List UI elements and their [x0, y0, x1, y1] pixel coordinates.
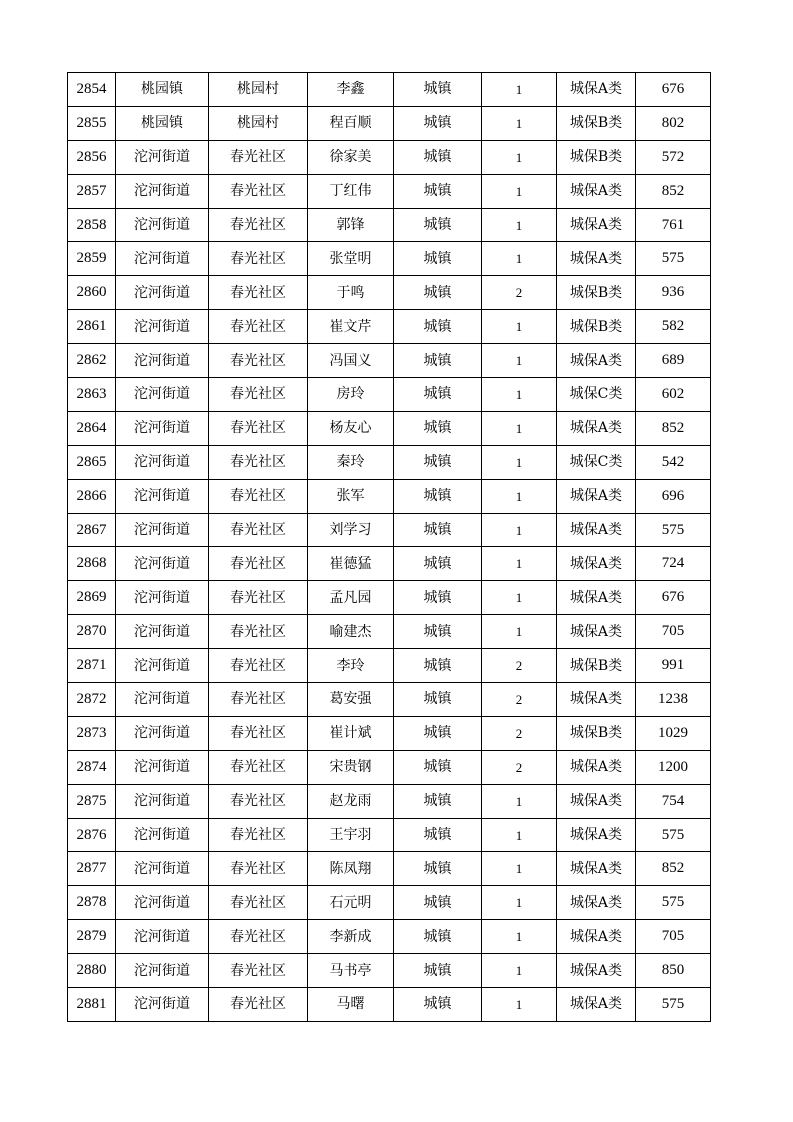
table-row — [68, 344, 711, 378]
amount-cell: 575 — [636, 886, 711, 920]
category-cell: 城保A类 — [557, 581, 636, 615]
household-size-cell: 2 — [482, 683, 557, 717]
category-cell: 城保C类 — [557, 445, 636, 479]
table-row — [68, 276, 711, 310]
amount-cell: 1200 — [636, 750, 711, 784]
amount-cell: 542 — [636, 445, 711, 479]
area-type-cell: 城镇 — [394, 378, 482, 412]
record-number-cell: 2863 — [68, 378, 116, 412]
community-cell: 春光社区 — [209, 547, 308, 581]
table-row — [68, 716, 711, 750]
table-row — [68, 411, 711, 445]
category-cell: 城保A类 — [557, 920, 636, 954]
category-cell: 城保A类 — [557, 615, 636, 649]
name-cell: 于鸣 — [308, 276, 394, 310]
table-row — [68, 310, 711, 344]
community-cell: 春光社区 — [209, 344, 308, 378]
amount-cell: 1238 — [636, 683, 711, 717]
table-row — [68, 649, 711, 683]
name-cell: 石元明 — [308, 886, 394, 920]
name-cell: 房玲 — [308, 378, 394, 412]
community-cell: 春光社区 — [209, 920, 308, 954]
area-type-cell: 城镇 — [394, 445, 482, 479]
name-cell: 郭锋 — [308, 208, 394, 242]
town-cell: 沱河街道 — [116, 750, 209, 784]
area-type-cell: 城镇 — [394, 649, 482, 683]
record-number-cell: 2860 — [68, 276, 116, 310]
record-number-cell: 2876 — [68, 818, 116, 852]
household-size-cell: 1 — [482, 954, 557, 988]
record-number-cell: 2859 — [68, 242, 116, 276]
town-cell: 沱河街道 — [116, 310, 209, 344]
record-number-cell: 2866 — [68, 479, 116, 513]
category-cell: 城保A类 — [557, 852, 636, 886]
household-size-cell: 2 — [482, 716, 557, 750]
category-cell: 城保B类 — [557, 310, 636, 344]
household-size-cell: 2 — [482, 276, 557, 310]
name-cell: 杨友心 — [308, 411, 394, 445]
category-cell: 城保A类 — [557, 344, 636, 378]
name-cell: 刘学习 — [308, 513, 394, 547]
record-number-cell: 2879 — [68, 920, 116, 954]
area-type-cell: 城镇 — [394, 479, 482, 513]
name-cell: 葛安强 — [308, 683, 394, 717]
name-cell: 张堂明 — [308, 242, 394, 276]
town-cell: 沱河街道 — [116, 649, 209, 683]
household-size-cell: 1 — [482, 344, 557, 378]
household-size-cell: 1 — [482, 547, 557, 581]
name-cell: 赵龙雨 — [308, 784, 394, 818]
amount-cell: 705 — [636, 615, 711, 649]
record-number-cell: 2872 — [68, 683, 116, 717]
area-type-cell: 城镇 — [394, 920, 482, 954]
community-cell: 桃园村 — [209, 106, 308, 140]
community-cell: 春光社区 — [209, 378, 308, 412]
household-size-cell: 1 — [482, 818, 557, 852]
amount-cell: 575 — [636, 242, 711, 276]
category-cell: 城保A类 — [557, 750, 636, 784]
area-type-cell: 城镇 — [394, 818, 482, 852]
record-number-cell: 2856 — [68, 140, 116, 174]
area-type-cell: 城镇 — [394, 73, 482, 107]
community-cell: 春光社区 — [209, 988, 308, 1022]
record-number-cell: 2871 — [68, 649, 116, 683]
name-cell: 程百顺 — [308, 106, 394, 140]
category-cell: 城保A类 — [557, 411, 636, 445]
household-size-cell: 1 — [482, 140, 557, 174]
area-type-cell: 城镇 — [394, 411, 482, 445]
category-cell: 城保B类 — [557, 276, 636, 310]
category-cell: 城保A类 — [557, 242, 636, 276]
town-cell: 沱河街道 — [116, 479, 209, 513]
community-cell: 春光社区 — [209, 174, 308, 208]
table-row — [68, 920, 711, 954]
record-number-cell: 2857 — [68, 174, 116, 208]
amount-cell: 850 — [636, 954, 711, 988]
table-row — [68, 954, 711, 988]
category-cell: 城保A类 — [557, 988, 636, 1022]
name-cell: 李鑫 — [308, 73, 394, 107]
amount-cell: 676 — [636, 581, 711, 615]
record-number-cell: 2868 — [68, 547, 116, 581]
household-size-cell: 1 — [482, 445, 557, 479]
area-type-cell: 城镇 — [394, 886, 482, 920]
category-cell: 城保A类 — [557, 683, 636, 717]
amount-cell: 936 — [636, 276, 711, 310]
town-cell: 沱河街道 — [116, 445, 209, 479]
category-cell: 城保B类 — [557, 140, 636, 174]
records-table-body — [68, 73, 711, 1022]
name-cell: 马书亭 — [308, 954, 394, 988]
household-size-cell: 1 — [482, 988, 557, 1022]
area-type-cell: 城镇 — [394, 615, 482, 649]
category-cell: 城保A类 — [557, 174, 636, 208]
household-size-cell: 1 — [482, 479, 557, 513]
name-cell: 喻建杰 — [308, 615, 394, 649]
town-cell: 桃园镇 — [116, 106, 209, 140]
category-cell: 城保C类 — [557, 378, 636, 412]
household-size-cell: 1 — [482, 378, 557, 412]
category-cell: 城保A类 — [557, 784, 636, 818]
amount-cell: 761 — [636, 208, 711, 242]
community-cell: 春光社区 — [209, 818, 308, 852]
amount-cell: 676 — [636, 73, 711, 107]
town-cell: 沱河街道 — [116, 852, 209, 886]
amount-cell: 575 — [636, 818, 711, 852]
name-cell: 冯国义 — [308, 344, 394, 378]
town-cell: 沱河街道 — [116, 513, 209, 547]
community-cell: 春光社区 — [209, 716, 308, 750]
household-size-cell: 1 — [482, 852, 557, 886]
household-size-cell: 1 — [482, 310, 557, 344]
area-type-cell: 城镇 — [394, 106, 482, 140]
town-cell: 沱河街道 — [116, 886, 209, 920]
name-cell: 崔文芹 — [308, 310, 394, 344]
community-cell: 春光社区 — [209, 276, 308, 310]
household-size-cell: 2 — [482, 750, 557, 784]
amount-cell: 802 — [636, 106, 711, 140]
name-cell: 李新成 — [308, 920, 394, 954]
town-cell: 沱河街道 — [116, 920, 209, 954]
community-cell: 桃园村 — [209, 73, 308, 107]
record-number-cell: 2865 — [68, 445, 116, 479]
area-type-cell: 城镇 — [394, 276, 482, 310]
town-cell: 沱河街道 — [116, 615, 209, 649]
household-size-cell: 1 — [482, 174, 557, 208]
town-cell: 沱河街道 — [116, 344, 209, 378]
community-cell: 春光社区 — [209, 445, 308, 479]
record-number-cell: 2864 — [68, 411, 116, 445]
community-cell: 春光社区 — [209, 208, 308, 242]
category-cell: 城保A类 — [557, 208, 636, 242]
amount-cell: 572 — [636, 140, 711, 174]
category-cell: 城保A类 — [557, 547, 636, 581]
name-cell: 张军 — [308, 479, 394, 513]
area-type-cell: 城镇 — [394, 683, 482, 717]
table-row — [68, 208, 711, 242]
household-size-cell: 1 — [482, 615, 557, 649]
community-cell: 春光社区 — [209, 411, 308, 445]
household-size-cell: 1 — [482, 581, 557, 615]
amount-cell: 754 — [636, 784, 711, 818]
name-cell: 崔德猛 — [308, 547, 394, 581]
community-cell: 春光社区 — [209, 479, 308, 513]
town-cell: 沱河街道 — [116, 683, 209, 717]
table-row — [68, 886, 711, 920]
record-number-cell: 2881 — [68, 988, 116, 1022]
record-number-cell: 2875 — [68, 784, 116, 818]
record-number-cell: 2880 — [68, 954, 116, 988]
area-type-cell: 城镇 — [394, 750, 482, 784]
town-cell: 沱河街道 — [116, 581, 209, 615]
table-row — [68, 106, 711, 140]
town-cell: 沱河街道 — [116, 547, 209, 581]
table-row — [68, 378, 711, 412]
name-cell: 马曙 — [308, 988, 394, 1022]
record-number-cell: 2861 — [68, 310, 116, 344]
community-cell: 春光社区 — [209, 784, 308, 818]
town-cell: 沱河街道 — [116, 276, 209, 310]
table-row — [68, 242, 711, 276]
category-cell: 城保A类 — [557, 886, 636, 920]
area-type-cell: 城镇 — [394, 513, 482, 547]
record-number-cell: 2855 — [68, 106, 116, 140]
table-row — [68, 547, 711, 581]
record-number-cell: 2870 — [68, 615, 116, 649]
area-type-cell: 城镇 — [394, 310, 482, 344]
area-type-cell: 城镇 — [394, 547, 482, 581]
town-cell: 沱河街道 — [116, 784, 209, 818]
area-type-cell: 城镇 — [394, 344, 482, 378]
community-cell: 春光社区 — [209, 954, 308, 988]
household-size-cell: 1 — [482, 106, 557, 140]
record-number-cell: 2862 — [68, 344, 116, 378]
town-cell: 桃园镇 — [116, 73, 209, 107]
name-cell: 陈凤翔 — [308, 852, 394, 886]
table-row — [68, 445, 711, 479]
amount-cell: 724 — [636, 547, 711, 581]
town-cell: 沱河街道 — [116, 242, 209, 276]
name-cell: 孟凡园 — [308, 581, 394, 615]
category-cell: 城保B类 — [557, 649, 636, 683]
table-row — [68, 73, 711, 107]
table-row — [68, 750, 711, 784]
town-cell: 沱河街道 — [116, 818, 209, 852]
community-cell: 春光社区 — [209, 310, 308, 344]
area-type-cell: 城镇 — [394, 852, 482, 886]
record-number-cell: 2869 — [68, 581, 116, 615]
area-type-cell: 城镇 — [394, 988, 482, 1022]
community-cell: 春光社区 — [209, 140, 308, 174]
category-cell: 城保A类 — [557, 513, 636, 547]
household-size-cell: 1 — [482, 411, 557, 445]
table-row — [68, 174, 711, 208]
household-size-cell: 1 — [482, 920, 557, 954]
community-cell: 春光社区 — [209, 242, 308, 276]
household-size-cell: 2 — [482, 649, 557, 683]
name-cell: 宋贵钢 — [308, 750, 394, 784]
amount-cell: 852 — [636, 411, 711, 445]
town-cell: 沱河街道 — [116, 716, 209, 750]
town-cell: 沱河街道 — [116, 411, 209, 445]
community-cell: 春光社区 — [209, 886, 308, 920]
amount-cell: 705 — [636, 920, 711, 954]
table-row — [68, 818, 711, 852]
amount-cell: 575 — [636, 513, 711, 547]
record-number-cell: 2878 — [68, 886, 116, 920]
household-size-cell: 1 — [482, 513, 557, 547]
area-type-cell: 城镇 — [394, 954, 482, 988]
area-type-cell: 城镇 — [394, 242, 482, 276]
name-cell: 崔计斌 — [308, 716, 394, 750]
community-cell: 春光社区 — [209, 852, 308, 886]
town-cell: 沱河街道 — [116, 378, 209, 412]
category-cell: 城保A类 — [557, 73, 636, 107]
table-row — [68, 479, 711, 513]
household-size-cell: 1 — [482, 73, 557, 107]
record-number-cell: 2877 — [68, 852, 116, 886]
area-type-cell: 城镇 — [394, 716, 482, 750]
category-cell: 城保A类 — [557, 479, 636, 513]
category-cell: 城保A类 — [557, 818, 636, 852]
town-cell: 沱河街道 — [116, 140, 209, 174]
town-cell: 沱河街道 — [116, 988, 209, 1022]
name-cell: 丁红伟 — [308, 174, 394, 208]
household-size-cell: 1 — [482, 784, 557, 818]
table-row — [68, 784, 711, 818]
record-number-cell: 2873 — [68, 716, 116, 750]
amount-cell: 582 — [636, 310, 711, 344]
town-cell: 沱河街道 — [116, 174, 209, 208]
table-row — [68, 513, 711, 547]
amount-cell: 852 — [636, 174, 711, 208]
name-cell: 徐家美 — [308, 140, 394, 174]
community-cell: 春光社区 — [209, 581, 308, 615]
area-type-cell: 城镇 — [394, 140, 482, 174]
community-cell: 春光社区 — [209, 649, 308, 683]
community-cell: 春光社区 — [209, 615, 308, 649]
table-row — [68, 852, 711, 886]
name-cell: 王宇羽 — [308, 818, 394, 852]
amount-cell: 852 — [636, 852, 711, 886]
table-row — [68, 140, 711, 174]
area-type-cell: 城镇 — [394, 581, 482, 615]
category-cell: 城保B类 — [557, 716, 636, 750]
record-number-cell: 2854 — [68, 73, 116, 107]
record-number-cell: 2858 — [68, 208, 116, 242]
area-type-cell: 城镇 — [394, 208, 482, 242]
amount-cell: 1029 — [636, 716, 711, 750]
table-row — [68, 581, 711, 615]
category-cell: 城保A类 — [557, 954, 636, 988]
area-type-cell: 城镇 — [394, 784, 482, 818]
record-number-cell: 2874 — [68, 750, 116, 784]
community-cell: 春光社区 — [209, 750, 308, 784]
name-cell: 秦玲 — [308, 445, 394, 479]
table-row — [68, 615, 711, 649]
name-cell: 李玲 — [308, 649, 394, 683]
amount-cell: 602 — [636, 378, 711, 412]
category-cell: 城保B类 — [557, 106, 636, 140]
amount-cell: 696 — [636, 479, 711, 513]
records-table — [67, 72, 711, 1022]
household-size-cell: 1 — [482, 242, 557, 276]
community-cell: 春光社区 — [209, 683, 308, 717]
household-size-cell: 1 — [482, 208, 557, 242]
amount-cell: 575 — [636, 988, 711, 1022]
community-cell: 春光社区 — [209, 513, 308, 547]
table-row — [68, 988, 711, 1022]
household-size-cell: 1 — [482, 886, 557, 920]
amount-cell: 991 — [636, 649, 711, 683]
area-type-cell: 城镇 — [394, 174, 482, 208]
record-number-cell: 2867 — [68, 513, 116, 547]
amount-cell: 689 — [636, 344, 711, 378]
table-row — [68, 683, 711, 717]
town-cell: 沱河街道 — [116, 954, 209, 988]
town-cell: 沱河街道 — [116, 208, 209, 242]
